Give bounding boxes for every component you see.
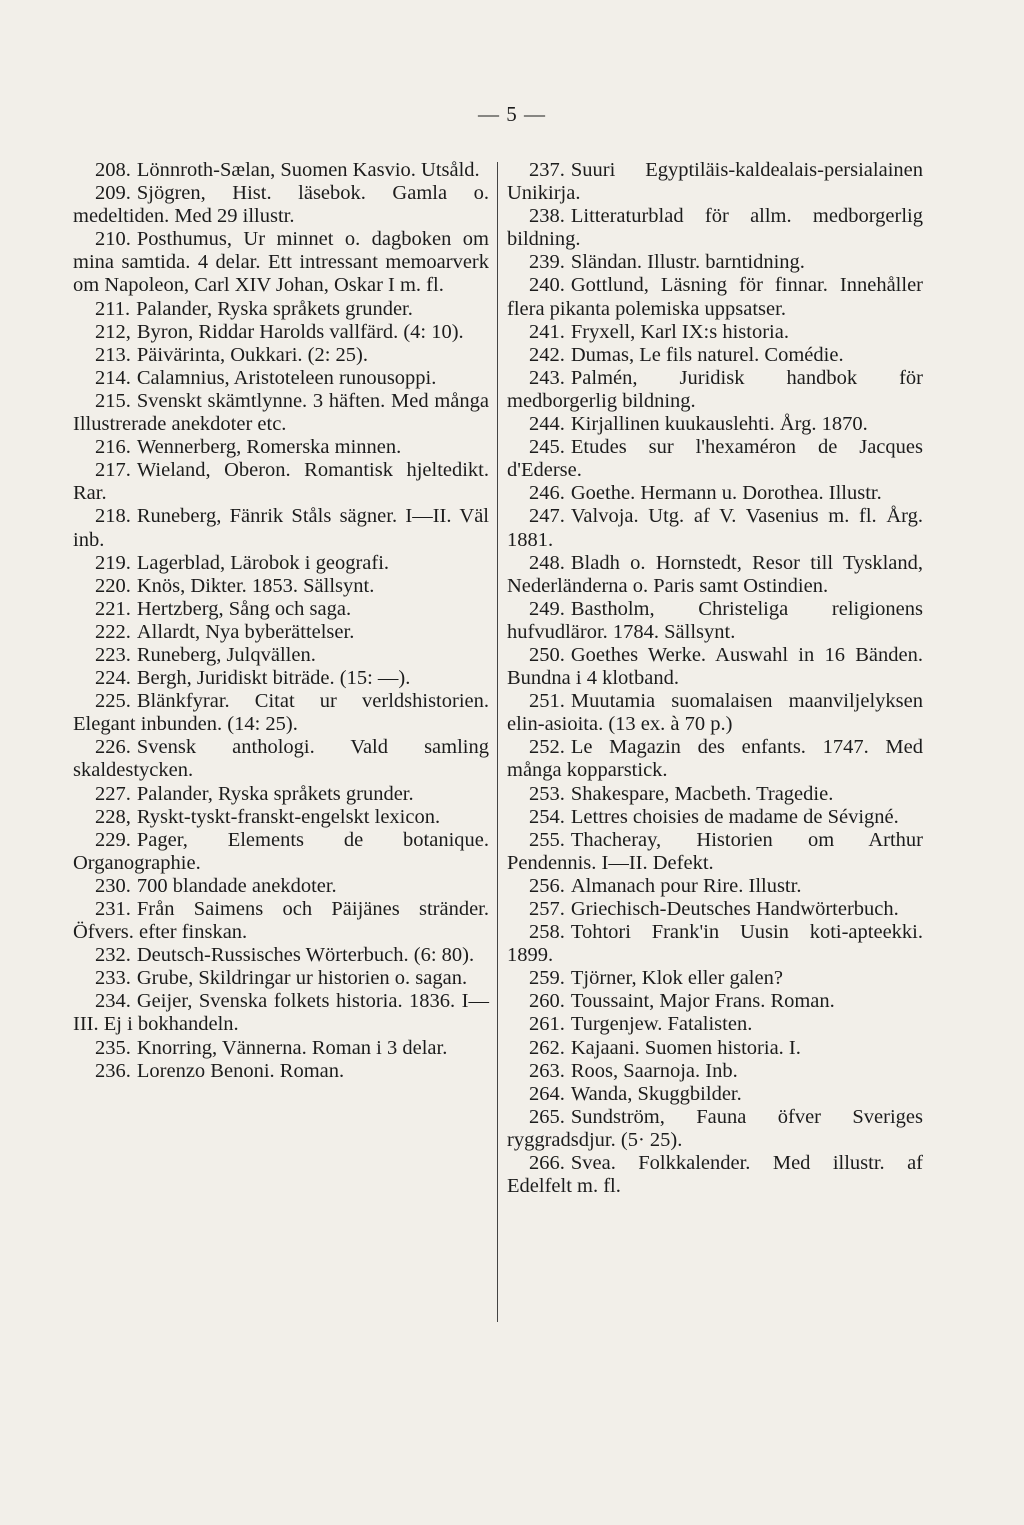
entry-text: Svenskt skämtlynne. 3 häften. Med många Illustrerade anekdoter etc. [73, 389, 489, 436]
catalog-entry [507, 205, 923, 251]
entry-text: Lagerblad, Lärobok i geografi. [136, 551, 390, 574]
entry-number: 217. [95, 459, 131, 482]
entry-number: 245. [529, 436, 565, 459]
entry-text: Muutamia suomalaisen maanviljelyksen elin-asioita. (13 ex. à 70 p.) [507, 690, 923, 736]
entry-number: 253. [529, 782, 565, 805]
catalog-entry [507, 1106, 923, 1152]
entry-number: 257. [529, 898, 565, 920]
entry-number: 266. [529, 1152, 565, 1175]
entry-number: 209. [95, 182, 131, 205]
catalog-entry [507, 598, 923, 644]
entry-number: 212, [95, 320, 131, 343]
entry-number: 239. [529, 251, 565, 274]
entry-number: 261. [529, 1013, 565, 1036]
catalog-entry [507, 898, 923, 921]
entry-text: Palander, Ryska språkets grunder. [136, 782, 414, 805]
page-number: — 5 — [478, 102, 546, 126]
entry-number: 256. [529, 874, 565, 897]
entry-text: Dumas, Le fils naturel. Comédie. [570, 343, 844, 366]
catalog-entry [73, 505, 489, 551]
entry-text: Päivärinta, Oukkari. (2: 25). [136, 343, 369, 366]
entry-text: Palmén, Juridisk handbok för medborgerlig bildning. [507, 366, 923, 412]
catalog-entry [73, 690, 489, 736]
catalog-entry [507, 1152, 923, 1198]
entry-number: 223. [95, 643, 131, 666]
entry-text: Blänkfyrar. Citat ur verldshistorien. Elegant inbunden. (14: 25). [73, 690, 489, 736]
entry-number: 262. [529, 1036, 565, 1059]
entry-text: Lorenzo Benoni. Roman. [136, 1059, 345, 1082]
entry-number: 243. [529, 366, 565, 389]
entry-number: 246. [529, 482, 565, 505]
entry-text: Bergh, Juridiskt biträde. (15: —). [136, 667, 411, 690]
entry-number: 227. [95, 782, 131, 805]
catalog-entry [507, 1037, 923, 1060]
entry-number: 258. [529, 921, 565, 944]
catalog-entry [73, 1060, 489, 1083]
entry-text: Runeberg, Fänrik Ståls sägner. I—II. Väl inb. [73, 505, 489, 551]
entry-text: Etudes sur l'hexaméron de Jacques d'Ederse. [507, 436, 923, 482]
catalog-entry [507, 990, 923, 1013]
catalog-entry [73, 944, 489, 967]
catalog-entry [507, 967, 923, 990]
entry-text: Litteraturblad för allm. medborgerlig bildning. [507, 205, 923, 251]
catalog-entry [73, 598, 489, 621]
catalog-entry [507, 274, 923, 320]
entry-text: Roos, Saarnoja. Inb. [570, 1059, 738, 1082]
catalog-entry [73, 621, 489, 644]
column-divider [497, 162, 498, 1322]
catalog-entry [507, 806, 923, 829]
entry-number: 213. [95, 343, 131, 366]
entry-text: Bastholm, Christeliga religionens hufvudläror. 1784. Sällsynt. [507, 597, 923, 643]
entry-text: Wieland, Oberon. Romantisk hjeltedikt. Rar. [73, 459, 489, 505]
catalog-entry [507, 436, 923, 482]
entry-number: 211. [95, 297, 131, 320]
catalog-entry [507, 413, 923, 436]
entry-text: Goethes Werke. Auswahl in 16 Bänden. Bundna i 4 klotband. [507, 643, 923, 690]
entry-text: Geijer, Svenska folkets historia. 1836. I—III. Ej i bokhandeln. [73, 990, 489, 1036]
catalog-entry [73, 459, 489, 505]
entry-text: Kirjallinen kuukauslehti. Årg. 1870. [570, 413, 868, 436]
entry-text: Calamnius, Aristoteleen runousoppi. [136, 366, 437, 389]
catalog-entry [507, 159, 923, 205]
catalog-entry [507, 875, 923, 898]
entry-text: 700 blandade anekdoter. [136, 874, 337, 897]
catalog-entry [73, 228, 489, 297]
entry-text: Griechisch-Deutsches Handwörterbuch. [570, 898, 899, 920]
entry-text: Lettres choisies de madame de Sévigné. [570, 805, 899, 828]
left-column [73, 159, 489, 1083]
entry-number: 218. [95, 505, 131, 528]
entry-number: 248. [529, 551, 565, 574]
entry-number: 232. [95, 944, 131, 967]
entry-text: Från Saimens och Päijänes stränder. Öfvers. efter finskan. [73, 898, 489, 944]
entry-text: Lönnroth-Sælan, Suomen Kasvio. Utsåld. [136, 159, 480, 181]
catalog-entry [73, 182, 489, 228]
entry-number: 219. [95, 551, 131, 574]
entry-number: 249. [529, 597, 565, 620]
entry-number: 250. [529, 643, 565, 666]
entry-number: 235. [95, 1036, 131, 1059]
catalog-entry [507, 1060, 923, 1083]
entry-text: Almanach pour Rire. Illustr. [570, 874, 802, 897]
entry-text: Runeberg, Julqvällen. [136, 643, 316, 666]
entry-text: Turgenjew. Fatalisten. [570, 1013, 753, 1036]
catalog-entry [73, 390, 489, 436]
entry-number: 214. [95, 366, 131, 389]
catalog-entry [73, 990, 489, 1036]
entry-number: 216. [95, 436, 131, 459]
catalog-entry [507, 367, 923, 413]
catalog-entry [507, 921, 923, 967]
entry-text: Le Magazin des enfants. 1747. Med många kopparstick. [507, 736, 923, 782]
entry-number: 260. [529, 990, 565, 1013]
entry-number: 265. [529, 1105, 565, 1128]
catalog-entry [507, 644, 923, 690]
entry-text: Svea. Folkkalender. Med illustr. af Edelfelt m. fl. [507, 1152, 923, 1198]
entry-number: 234. [95, 990, 131, 1013]
entry-text: Palander, Ryska språkets grunder. [136, 297, 413, 320]
entry-text: Toussaint, Major Frans. Roman. [570, 990, 835, 1013]
catalog-entry [507, 829, 923, 875]
entry-text: Deutsch-Russisches Wörterbuch. (6: 80). [136, 944, 475, 967]
entry-text: Sundström, Fauna öfver Sveriges ryggradsdjur. (5· 25). [507, 1105, 923, 1151]
entry-number: 226. [95, 736, 131, 759]
catalog-entry [507, 321, 923, 344]
catalog-entry [73, 667, 489, 690]
entry-number: 215. [95, 389, 131, 412]
catalog-entry [73, 736, 489, 782]
catalog-entry [507, 344, 923, 367]
catalog-entry [507, 251, 923, 274]
catalog-entry [507, 783, 923, 806]
entry-number: 229. [95, 828, 131, 851]
catalog-entry [73, 806, 489, 829]
entry-text: Grube, Skildringar ur historien o. sagan. [136, 967, 468, 990]
entry-text: Shakespare, Macbeth. Tragedie. [570, 782, 834, 805]
entry-number: 259. [529, 967, 565, 990]
entry-text: Allardt, Nya byberättelser. [136, 620, 355, 643]
entry-number: 241. [529, 320, 565, 343]
entry-number: 264. [529, 1082, 565, 1105]
entry-number: 237. [529, 159, 565, 181]
catalog-entry [73, 436, 489, 459]
catalog-entry [507, 1083, 923, 1106]
entry-number: 240. [529, 274, 565, 297]
entry-number: 231. [95, 898, 131, 920]
catalog-entry [73, 159, 489, 182]
entry-text: Gottlund, Läsning för finnar. Innehåller flera pikanta polemiska uppsatser. [507, 274, 923, 320]
entry-text: Kajaani. Suomen historia. I. [570, 1036, 801, 1059]
entry-text: Pager, Elements de botanique. Organographie. [73, 828, 489, 874]
entry-number: 224. [95, 667, 131, 690]
catalog-entry [73, 829, 489, 875]
catalog-entry [507, 505, 923, 551]
entry-text: Posthumus, Ur minnet o. dagboken om mina samtida. 4 delar. Ett intressant memoarverk om Napoleon, Carl XIV Johan, Oskar I m. fl. [73, 228, 489, 297]
catalog-entry [73, 1037, 489, 1060]
entry-text: Sländan. Illustr. barntidning. [570, 251, 805, 274]
entry-text: Svensk anthologi. Vald samling skaldestycken. [73, 736, 489, 782]
entry-number: 263. [529, 1059, 565, 1082]
entry-text: Fryxell, Karl IX:s historia. [570, 320, 789, 343]
entry-text: Thacheray, Historien om Arthur Pendennis. I—II. Defekt. [507, 828, 923, 874]
entry-number: 233. [95, 967, 131, 990]
catalog-entry [73, 898, 489, 944]
entry-number: 251. [529, 690, 565, 713]
entry-number: 247. [529, 505, 565, 528]
catalog-entry [507, 482, 923, 505]
entry-number: 228, [95, 805, 131, 828]
entry-text: Wennerberg, Romerska minnen. [136, 436, 402, 459]
entry-number: 225. [95, 690, 131, 713]
entry-text: Tohtori Frank'in Uusin koti-apteekki. 1899. [507, 921, 923, 967]
entry-text: Suuri Egyptiläis-kaldealais-persialainen Unikirja. [507, 159, 923, 205]
catalog-entry [73, 967, 489, 990]
entry-number: 208. [95, 159, 131, 181]
entry-number: 254. [529, 805, 565, 828]
entry-text: Knös, Dikter. 1853. Sällsynt. [136, 574, 375, 597]
right-column [507, 159, 923, 1198]
entry-text: Byron, Riddar Harolds vallfärd. (4: 10). [136, 320, 464, 343]
entry-text: Bladh o. Hornstedt, Resor till Tyskland, Nederländerna o. Paris samt Ostindien. [507, 551, 923, 597]
entry-number: 230. [95, 874, 131, 897]
catalog-entry [507, 736, 923, 782]
catalog-entry [73, 321, 489, 344]
entry-text: Sjögren, Hist. läsebok. Gamla o. medeltiden. Med 29 illustr. [73, 182, 489, 228]
entry-number: 252. [529, 736, 565, 759]
entry-number: 221. [95, 597, 131, 620]
entry-text: Valvoja. Utg. af V. Vasenius m. fl. Årg. 1881. [507, 505, 923, 551]
entry-number: 242. [529, 343, 565, 366]
entry-text: Goethe. Hermann u. Dorothea. Illustr. [570, 482, 882, 505]
entry-number: 236. [95, 1059, 131, 1082]
entry-text: Ryskt-tyskt-franskt-engelskt lexicon. [136, 805, 441, 828]
catalog-entry [507, 1013, 923, 1036]
catalog-entry [73, 367, 489, 390]
entry-number: 238. [529, 205, 565, 228]
catalog-entry [73, 875, 489, 898]
catalog-entry [73, 783, 489, 806]
catalog-entry [73, 644, 489, 667]
entry-number: 222. [95, 620, 131, 643]
catalog-entry [73, 575, 489, 598]
entry-number: 220. [95, 574, 131, 597]
entry-text: Wanda, Skuggbilder. [570, 1082, 742, 1105]
entry-text: Tjörner, Klok eller galen? [570, 967, 783, 990]
entry-number: 255. [529, 828, 565, 851]
catalog-entry [73, 552, 489, 575]
catalog-entry [73, 344, 489, 367]
entry-text: Knorring, Vännerna. Roman i 3 delar. [136, 1036, 448, 1059]
entry-number: 210. [95, 228, 131, 251]
entry-number: 244. [529, 413, 565, 436]
entry-text: Hertzberg, Sång och saga. [136, 597, 352, 620]
catalog-entry [507, 552, 923, 598]
catalog-entry [507, 690, 923, 736]
catalog-entry [73, 298, 489, 321]
